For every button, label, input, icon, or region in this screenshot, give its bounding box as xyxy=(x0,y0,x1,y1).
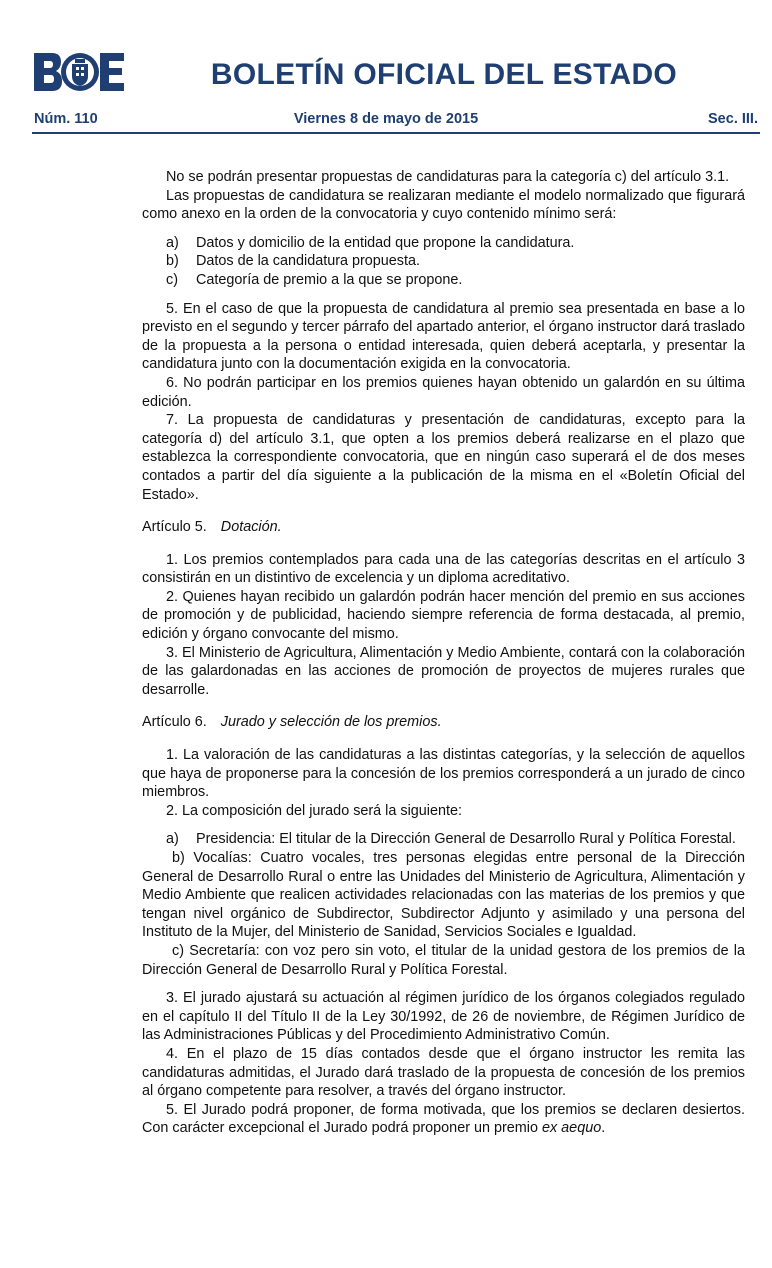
issue-number: Núm. 110 xyxy=(34,111,98,127)
list-item: c) Secretaría: con voz pero sin voto, el titular de la unidad gestora de los premios de la Dirección General de Desarrollo Rural y Política Forestal. xyxy=(142,942,746,978)
section-label: Sec. III. xyxy=(708,111,758,127)
paragraph: 5. En el caso de que la propuesta de candidatura al premio sea presentada en base a lo previsto en el segundo y tercer párrafo del apartado anterior, el órgano instructor dará traslado de la propuesta a la persona o entidad interesada, quien deberá aceptarla, y presentar la candidatura junto con la documentación exigida en la convocatoria. xyxy=(142,300,745,373)
list-item: b) Vocalías: Cuatro vocales, tres personas elegidas entre personal de la Dirección General de Desarrollo Rural o entre las Unidades del Ministerio de Agricultura, Alimentación y Medio Ambiente que realicen actividades relacionadas con las materias de los premios y que tengan nivel orgánico de Subdirector, Subdirector Adjunto y asimilado y una persona del Instituto de la Mujer, del Ministerio de Sanidad, Servicios Sociales e Igualdad. xyxy=(142,850,745,941)
paragraph: 1. Los premios contemplados para cada una de las categorías descritas en el artículo 3 consistirán en un distintivo de excelencia y un diploma acreditativo. xyxy=(142,551,745,587)
list-item: c) Categoría de premio a la que se propone. xyxy=(166,271,463,288)
paragraph: 3. El Ministerio de Agricultura, Alimentación y Medio Ambiente, contará con la colaboración de las galardonadas en las acciones de promoción de proyectos de mujeres rurales que desarrolle. xyxy=(142,644,745,698)
issue-date: Viernes 8 de mayo de 2015 xyxy=(293,111,479,127)
paragraph: 5. El Jurado podrá proponer, de forma motivada, que los premios se declaren desiertos. Con carácter excepcional el Jurado podrá proponer un premio ex aequo. xyxy=(142,1101,745,1137)
paragraph: 7. La propuesta de candidaturas y presentación de candidaturas, excepto para la categoría d) del artículo 3.1, que opten a los premios deberá realizarse en el plazo que establezca la correspondiente convocatoria, que en ningún caso superará el de dos meses contados a partir del día siguiente a la publicación de la misma en el «Boletín Oficial del Estado». xyxy=(142,412,745,503)
list-item: b) Datos de la candidatura propuesta. xyxy=(166,253,421,270)
header-rule xyxy=(32,132,760,134)
boe-logo xyxy=(32,50,126,94)
paragraph: 6. No podrán participar en los premios quienes hayan obtenido un galardón en su última edición. xyxy=(142,374,745,410)
article-5-heading: Artículo 5. Dotación. xyxy=(142,519,282,536)
paragraph: 4. En el plazo de 15 días contados desde que el órgano instructor les remita las candidaturas admitidas, el Jurado dará traslado de la propuesta de concesión de los premios al órgano competente para resolver, a través del órgano instructor. xyxy=(142,1045,745,1100)
paragraph: 1. La valoración de las candidaturas a las distintas categorías, y la selección de aquellos que haya de proponerse para la concesión de los premios corresponderá a un jurado de cinco miembros. xyxy=(142,747,745,801)
paragraph: 2. La composición del jurado será la siguiente: xyxy=(166,802,462,819)
article-6-heading: Artículo 6. Jurado y selección de los premios. xyxy=(142,714,442,731)
list-item: a) Datos y domicilio de la entidad que propone la candidatura. xyxy=(166,234,575,251)
paragraph: 2. Quienes hayan recibido un galardón podrán hacer mención del premio en sus acciones de promoción y de publicidad, haciendo siempre referencia de forma destacada, al premio, edición y órgano convocante del mismo. xyxy=(142,588,745,643)
list-item: a) Presidencia: El titular de la Dirección General de Desarrollo Rural y Política Forestal. xyxy=(166,831,736,848)
document-body xyxy=(142,168,745,1138)
gazette-title: BOLETÍN OFICIAL DEL ESTADO xyxy=(210,58,678,91)
paragraph: No se podrán presentar propuestas de candidaturas para la categoría c) del artículo 3.1. xyxy=(166,169,730,185)
paragraph: Las propuestas de candidatura se realizaran mediante el modelo normalizado que figurará como anexo en la orden de la convocatoria y cuyo contenido mínimo será: xyxy=(142,187,745,223)
paragraph: 3. El jurado ajustará su actuación al régimen jurídico de los órganos colegiados regulado en el capítulo II del Título II de la Ley 30/1992, de 26 de noviembre, de Régimen Jurídico de las Administraciones Públicas y del Procedimiento Administrativo Común. xyxy=(142,990,745,1044)
